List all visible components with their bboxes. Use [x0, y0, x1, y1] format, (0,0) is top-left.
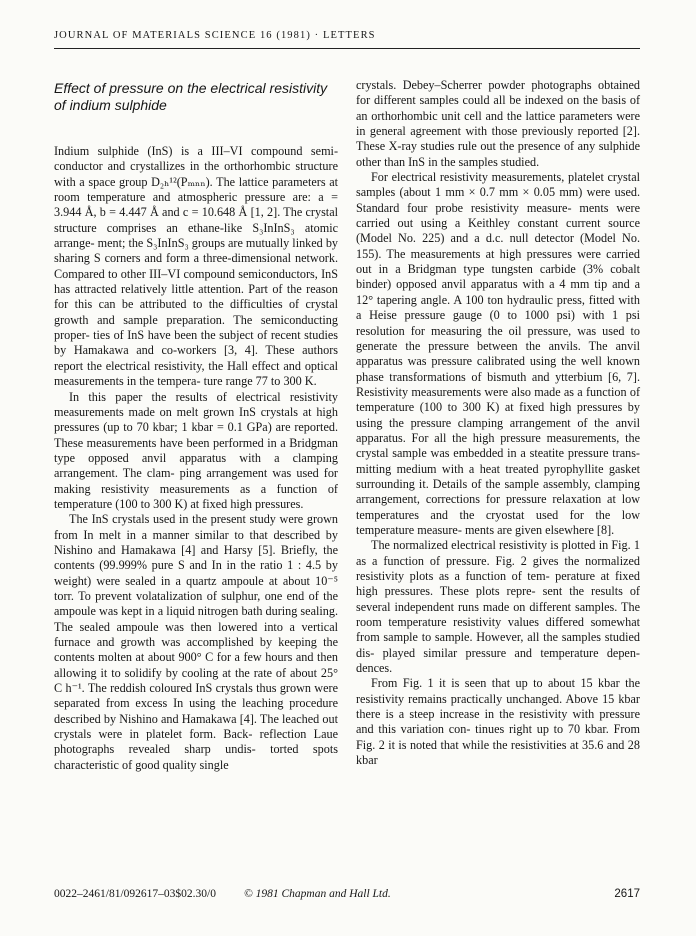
- paragraph: For electrical resistivity measurements, platelet crystal samples (about 1 mm × 0.7 mm × 0.05 mm) were used. Standard four probe resistivity measure- ments were carried out using a Keithley constant current source (Model No. 225) and a d.c. null detector (Model No. 155). The measurements at high pressures were carried out in a Bridgman type tungsten carbide (3% cobalt binder) opposed anvil apparatus with a 4 mm tip and a 12° tapering angle. A 100 ton hydraulic press, fitted with a Heise pressure gauge (0 to 1000 psi) with 1 psi resolution for measuring the oil pressure, was used to generate the pressure between the anvils. The anvil apparatus was pressure calibrated using the well known phase transformations of bismuth and ytterbium [6, 7]. Resistivity measurements were also made as a function of temperature (100 to 300 K) at fixed high pressures by using the pressure clamping arrangement of the anvil apparatus. For all the high pressure measurements, the crystal sample was embedded in a steatite pressure trans- mitting medium with a heat treated pyrophyllite gasket surrounding it. Details of the sample assembly, clamping arrangement, corrections for pressure relaxation at low temperatures and the cryostat used for the low temperature measure- ments are given elsewhere [8].: [356, 170, 640, 537]
- page-footer: [54, 888, 640, 900]
- paragraph: The normalized electrical resistivity is plotted in Fig. 1 as a function of pressure. Fig. 2 gives the normalized resistivity plots as a function of tem- perature at fixed high pressures. These plots repre- sent the results of several independent runs made on different samples. The room temperature resistivity values differed somewhat from sample to sample. However, all the samples studied dis- played similar pressure and temperature depen- dences.: [356, 538, 640, 676]
- header-rule: [54, 48, 640, 49]
- article-title: Effect of pressure on the electrical resistivity of indium sulphide: [54, 80, 328, 113]
- paragraph: In this paper the results of electrical resistivity measurements made on melt grown InS crystals at high pressures (up to 70 kbar; 1 kbar = 0.1 GPa) are reported. These measurements have been performed in a Bridgman type opposed anvil apparatus with a clamping arrangement. The clam- ping arrangement was used for making resistivity measurements as a function of temperature (100 to 300 K) at fixed high pressures.: [54, 389, 338, 511]
- copyright: © 1981 Chapman and Hall Ltd.: [244, 888, 391, 900]
- paragraph: crystals. Debey–Scherrer powder photographs obtained for different samples could all be indexed on the basis of an orthorhombic unit cell and the lattice parameters were in general agreement with those previously reported [2]. These X-ray studies rule out the presence of any sulphide other than InS in the samples studied.: [356, 78, 640, 169]
- paragraph: The InS crystals used in the present study were grown from In melt in a manner similar to that described by Nishino and Hamakawa [4] and Harsy [5]. Briefly, the contents (99.999% pure S and In in the ratio 1 : 4.5 by weight) were sealed in a quartz ampoule at about 10⁻⁵ torr. To prevent volatalization of sulphur, one end of the ampoule was kept in a liquid nitrogen bath during sealing. The sealed ampoule was then lowered into a vertical furnace and growth was accomplished by keeping the contents molten at about 900° C for a few hours and then allowing it to solidify by cooling at the rate of about 25° C h⁻¹. The reddish coloured InS crystals thus grown were separated from excess In using the leaching procedure described by Nishino and Hamakawa [4]. The leached out crystals were in platelet form. Back- reflection Laue photographs revealed sharp undis- torted spots characteristic of good quality single: [54, 512, 338, 772]
- left-column: [54, 80, 338, 773]
- paragraph: Indium sulphide (InS) is a III–VI compound semi- conductor and crystallizes in the orthorhombic structure with a space group D₂ₕ¹²(Pₘₙₙ). The lattice parameters at room temperature and atmospheric pressure are: a = 3.944 Å, b = 4.447 Å and c = 10.648 Å [1, 2]. The crystal structure comprises an ethane-like S₃InInS₃ atomic arrange- ment; the S₃InInS₃ groups are mutually linked by sharing S corners and form a three-dimensional network. Compared to other III–VI compound semiconductors, InS has attracted relatively little attention. Part of the reason for this can be attributed to the difficulties of crystal growth and sample preparation. The semiconducting proper- ties of InS have been the subject of recent studies by Hamakawa and co-workers [3, 4]. These authors report the electrical resistivity, the Hall effect and optical measurements in the tempera- ture range 77 to 300 K.: [54, 144, 339, 389]
- right-column: [356, 78, 640, 768]
- article-code: 0022–2461/81/092617–03$02.30/0: [54, 888, 216, 900]
- running-head: JOURNAL OF MATERIALS SCIENCE 16 (1981) · LETTERS: [54, 30, 376, 41]
- page-number: 2617: [614, 888, 640, 900]
- paragraph: From Fig. 1 it is seen that up to about 15 kbar the resistivity remains practically unchanged. Above 15 kbar there is a steep increase in the resistivity with pressure and this variation con- tinues right up to 70 kbar. From Fig. 2 it is noted that while the resistivities at 35.6 and 28 kbar: [356, 676, 640, 768]
